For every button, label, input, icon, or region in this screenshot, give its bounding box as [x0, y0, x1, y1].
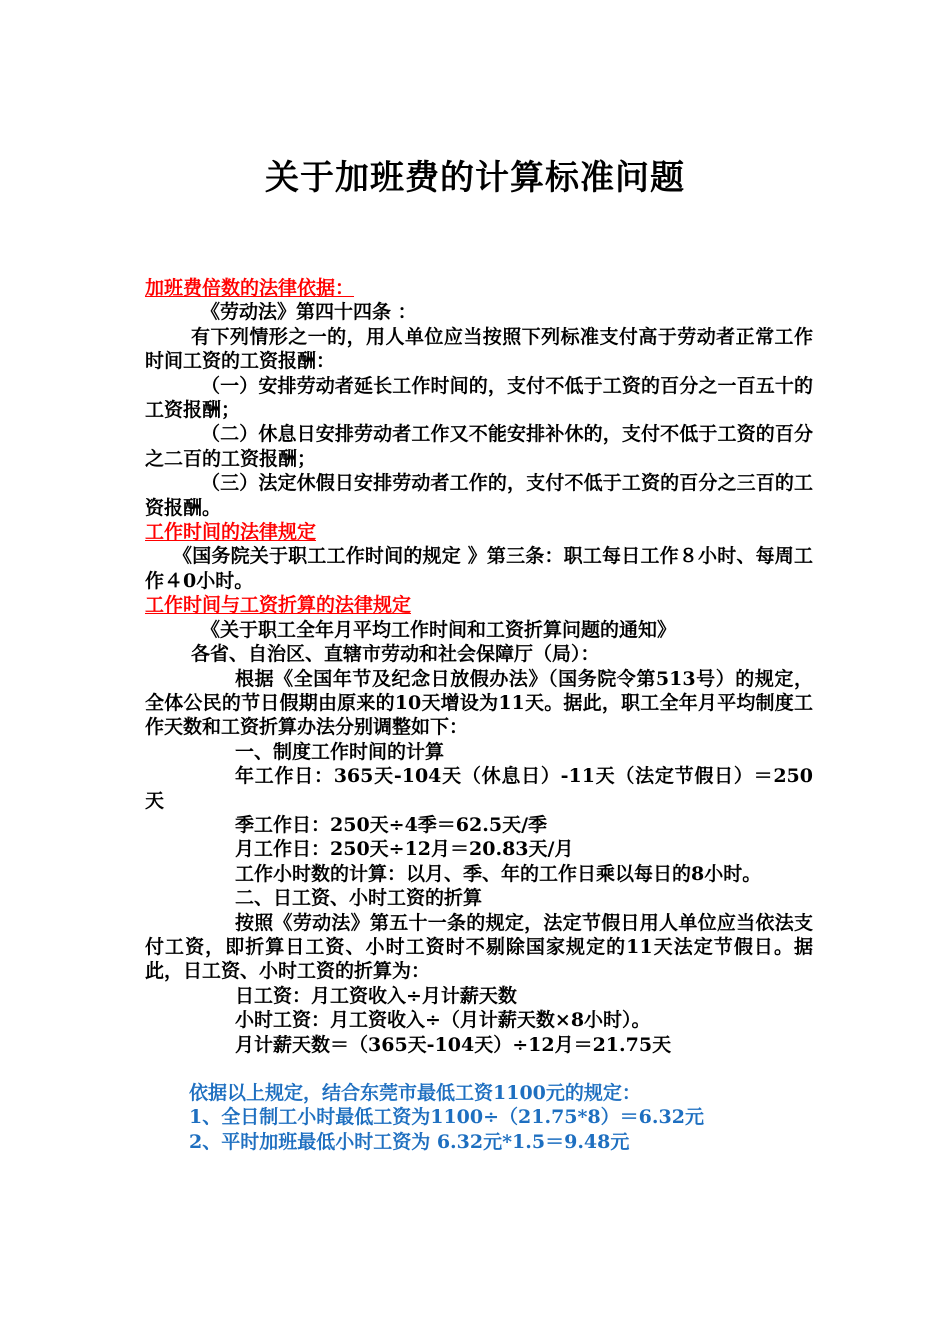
- subheading-working-time: 一、制度工作时间的计算: [235, 740, 445, 763]
- notice-title: 《关于职工全年月平均工作时间和工资折算问题的通知》: [201, 618, 677, 641]
- working-hours-text: 《国务院关于职工工作时间的规定 》第三条：职工每日工作８小时、每周工作４0小时。: [145, 545, 813, 592]
- conclusion-line-1: 1、全日制工小时最低工资为1100÷（21.75*8）＝6.32元: [189, 1106, 704, 1129]
- monthly-workdays: 月工作日：250天÷12月＝20.83天/月: [235, 838, 574, 861]
- hourly-wage-formula: 小时工资：月工资收入÷（月计薪天数×8小时）。: [235, 1009, 651, 1032]
- annual-workdays: 年工作日：365天-104天（休息日）-11天（法定节假日）＝250天: [145, 765, 813, 812]
- page-title: 关于加班费的计算标准问题: [265, 158, 685, 198]
- conclusion-intro: 依据以上规定，结合东莞市最低工资1100元的规定：: [189, 1082, 641, 1104]
- spacer: [145, 1057, 813, 1081]
- subheading-wage-conversion: 二、日工资、小时工资的折算: [235, 887, 483, 910]
- law-item-2: （二）休息日安排劳动者工作又不能安排补休的，支付不低于工资的百分之二百的工资报酬；: [145, 423, 813, 470]
- section-heading-overtime-multiplier: 加班费倍数的法律依据：: [145, 277, 355, 299]
- law-item-1: （一）安排劳动者延长工作时间的，支付不低于工资的百分之一百五十的工资报酬；: [145, 374, 813, 422]
- notice-addressee: 各省、自治区、直辖市劳动和社会保障厅（局）：: [191, 643, 600, 666]
- work-hours-calculation: 工作小时数的计算：以月、季、年的工作日乘以每日的8小时。: [235, 862, 762, 885]
- law-item-3: （三）法定休假日安排劳动者工作的，支付不低于工资的百分之三百的工资报酬。: [145, 472, 813, 519]
- pay-days-formula: 月计薪天数＝（365天-104天）÷12月＝21.75天: [235, 1033, 672, 1056]
- quarterly-workdays: 季工作日：250天÷4季＝62.5天/季: [235, 813, 548, 836]
- law-intro: 有下列情形之一的，用人单位应当按照下列标准支付高于劳动者正常工作时间工资的工资报酬：: [145, 325, 813, 373]
- document-body: [145, 276, 813, 1154]
- daily-wage-formula: 日工资：月工资收入÷月计薪天数: [235, 984, 517, 1007]
- section-heading-working-hours: 工作时间的法律规定: [145, 521, 317, 544]
- notice-paragraph-1: 根据《全国年节及纪念日放假办法》（国务院令第513号）的规定，全体公民的节日假期由原来的10天增设为11天。据此，职工全年月平均制度工作天数和工资折算办法分别调整如下：: [145, 667, 813, 739]
- conclusion-line-2: 2、平时加班最低小时工资为 6.32元*1.5＝9.48元: [189, 1130, 630, 1153]
- law-reference: 《劳动法》第四十四条 ：: [201, 301, 417, 324]
- notice-paragraph-2: 按照《劳动法》第五十一条的规定，法定节假日用人单位应当依法支付工资，即折算日工资、小时工资时不剔除国家规定的11天法定节假日。据此，日工资、小时工资的折算为：: [145, 911, 813, 983]
- section-heading-wage-conversion: 工作时间与工资折算的法律规定: [145, 594, 412, 617]
